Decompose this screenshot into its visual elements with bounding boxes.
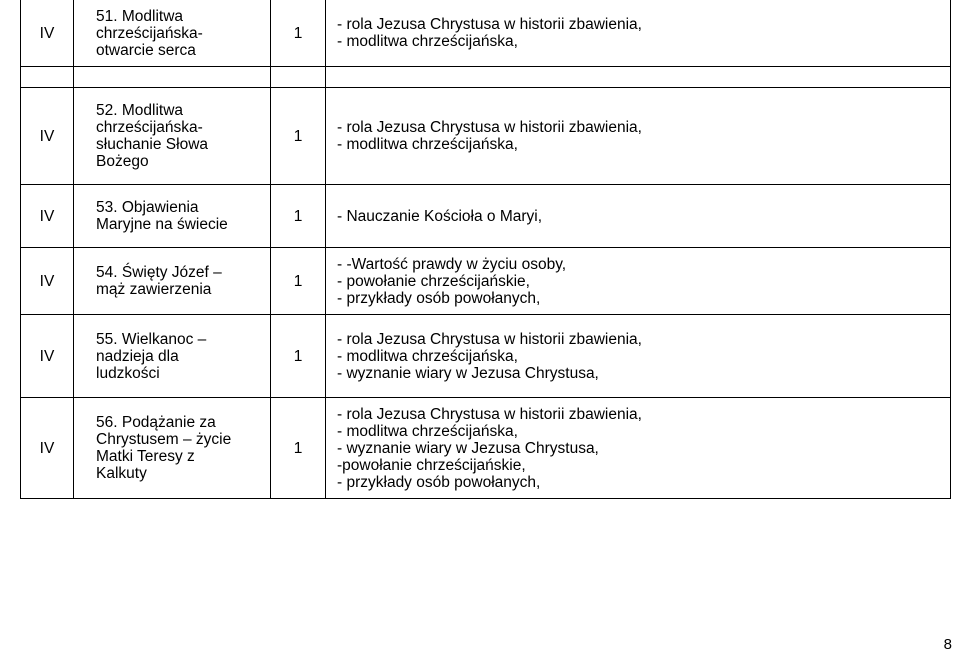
content-line: -powołanie chrześcijańskie, [337,456,526,474]
topic-line: nadzieja dla [96,347,179,365]
table-row [21,88,951,185]
hours-value: 1 [293,347,303,365]
topic-line: 55. Wielkanoc – [96,330,207,348]
hours-cell [271,88,326,185]
topic-line: 56. Podążanie za [96,414,216,431]
topic-line: 53. Objawienia [96,199,199,216]
content-cell [326,185,951,248]
topic-cell [74,88,271,185]
content-line: - modlitwa chrześcijańska, [337,33,518,50]
content-line: - modlitwa chrześcijańska, [337,136,518,153]
hours-cell [271,315,326,398]
content-line: - powołanie chrześcijańskie, [337,272,530,290]
content-cell [326,248,951,315]
topic-line: 54. Święty Józef – [96,264,222,281]
hours-value: 1 [293,272,303,290]
topic-text [96,102,246,170]
content-line: - rola Jezusa Chrystusa w historii zbawienia, [337,330,642,348]
topic-line: 51. Modlitwa [96,7,184,25]
content-line: - Nauczanie Kościoła o Maryi, [337,207,543,225]
topic-line: słuchanie Słowa [96,136,209,153]
level-label: IV [39,439,55,457]
hours-cell [271,185,326,248]
level-label: IV [39,272,55,290]
table-row [21,398,951,499]
hours-value: 1 [293,439,303,457]
topic-text [96,414,246,482]
content-line: - modlitwa chrześcijańska, [337,422,518,440]
topic-line: chrześcijańska- [96,24,203,42]
topic-text [96,264,246,298]
level-label: IV [39,207,55,225]
topic-text [96,199,246,233]
page-number: 8 [943,636,952,653]
topic-text [96,331,246,382]
topic-cell [74,0,271,67]
content-line: - wyznanie wiary w Jezusa Chrystusa, [337,364,599,382]
topic-line: Bożego [96,153,149,170]
table-row [21,0,951,67]
topic-cell [74,248,271,315]
hours-value: 1 [293,127,303,145]
topic-line: Chrystusem – życie [96,431,232,448]
level-cell [21,248,74,315]
topic-line: mąż zawierzenia [96,281,212,298]
level-label: IV [39,347,55,365]
topic-cell [74,185,271,248]
content-line: - rola Jezusa Chrystusa w historii zbawienia, [337,119,642,136]
table-row-gap [21,67,951,88]
content-line: - rola Jezusa Chrystusa w historii zbawienia, [337,405,642,423]
table-row [21,185,951,248]
topic-line: Maryjne na świecie [96,216,228,233]
topic-line: otwarcie serca [96,41,196,59]
topic-text [96,8,246,59]
hours-cell [271,0,326,67]
curriculum-table-body [21,0,951,499]
content-cell [326,88,951,185]
content-line: - przykłady osób powołanych, [337,473,541,491]
topic-line: chrześcijańska- [96,119,203,136]
topic-line: Matki Teresy z [96,448,195,465]
level-label: IV [39,127,55,145]
topic-line: Kalkuty [96,465,147,482]
content-line: - rola Jezusa Chrystusa w historii zbawienia, [337,16,642,33]
hours-cell [271,248,326,315]
content-line: - -Wartość prawdy w życiu osoby, [337,255,567,273]
content-cell [326,0,951,67]
level-cell [21,315,74,398]
gap-cell [326,67,951,88]
hours-cell [271,398,326,499]
table-row [21,248,951,315]
gap-cell [74,67,271,88]
gap-cell [271,67,326,88]
content-cell [326,398,951,499]
level-cell [21,398,74,499]
curriculum-table [20,0,951,499]
content-line: - modlitwa chrześcijańska, [337,347,518,365]
topic-line: ludzkości [96,364,160,382]
level-cell [21,0,74,67]
content-cell [326,315,951,398]
level-cell [21,88,74,185]
hours-value: 1 [293,207,303,225]
topic-cell [74,398,271,499]
content-line: - przykłady osób powołanych, [337,289,541,307]
table-row [21,315,951,398]
content-line: - wyznanie wiary w Jezusa Chrystusa, [337,439,599,457]
level-label: IV [39,24,55,42]
level-cell [21,185,74,248]
topic-line: 52. Modlitwa [96,102,184,119]
hours-value: 1 [293,24,303,42]
topic-cell [74,315,271,398]
gap-cell [21,67,74,88]
